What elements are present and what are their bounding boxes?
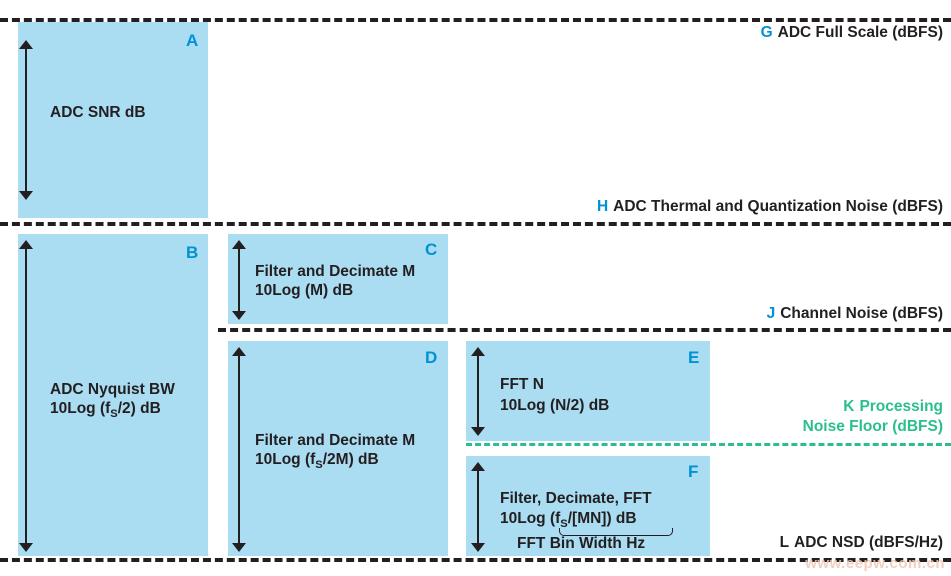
label-adc-thermal-noise [597,198,943,216]
block-f-arrow [470,462,485,552]
block-d-arrow [231,347,246,552]
label-letter-k: K [843,398,855,415]
label-text-h: ADC Thermal and Quantization Noise (dBFS) [613,198,943,215]
label-text-k-line1: Processing [859,398,943,415]
block-c-letter: C [425,240,438,259]
label-channel-noise [767,305,943,323]
label-letter-h: H [596,198,609,215]
block-e-line-1: FFT N [500,376,544,393]
label-letter-l: L [779,534,790,551]
label-text-j: Channel Noise (dBFS) [780,305,943,322]
label-text-l: ADC NSD (dBFS/Hz) [794,534,943,551]
block-a-arrow [18,40,33,200]
block-d-letter: D [425,348,438,367]
block-a-line-1: ADC SNR dB [50,104,146,121]
block-a-letter: A [186,31,199,50]
block-d-line-2: 10Log $(f_S/2M)$ dB [255,451,379,472]
block-e-arrow [470,347,485,436]
block-c-arrow [231,240,246,320]
rule-processing-noise-floor [466,443,951,446]
label-processing-noise-floor-line2 [803,418,943,436]
block-b-letter: B [186,243,199,262]
block-b-arrow [18,240,33,552]
label-letter-g: G [760,24,773,41]
label-adc-full-scale [761,24,943,42]
watermark: www.eepw.com.cn [805,555,945,572]
label-text-g: ADC Full Scale (dBFS) [777,24,943,41]
block-d-line-1: Filter and Decimate M [255,432,416,449]
block-b-line-2: 10Log $(f_S/2)$ dB [50,400,161,421]
block-f-line-2: 10Log $(f_S/[MN])$ dB [500,510,637,531]
label-letter-j: J [766,305,776,322]
block-c-line-2: 10Log (M) dB [255,282,354,299]
block-b-line-1: ADC Nyquist BW [50,381,175,398]
block-f-line-1: Filter, Decimate, FFT [500,490,652,507]
block-f-letter: F [688,462,699,481]
label-adc-nsd [780,534,943,552]
block-c-line-1: Filter and Decimate M [255,263,416,280]
rule-channel-noise [218,328,951,332]
block-e-letter: E [688,348,700,367]
block-f-line-3: FFT Bin Width Hz [517,535,646,552]
label-processing-noise-floor [843,398,943,416]
label-text-k-line2: Noise Floor (dBFS) [802,418,943,435]
block-e-line-2: 10Log (N/2) dB [500,397,610,414]
rule-adc-thermal-noise [0,222,951,226]
